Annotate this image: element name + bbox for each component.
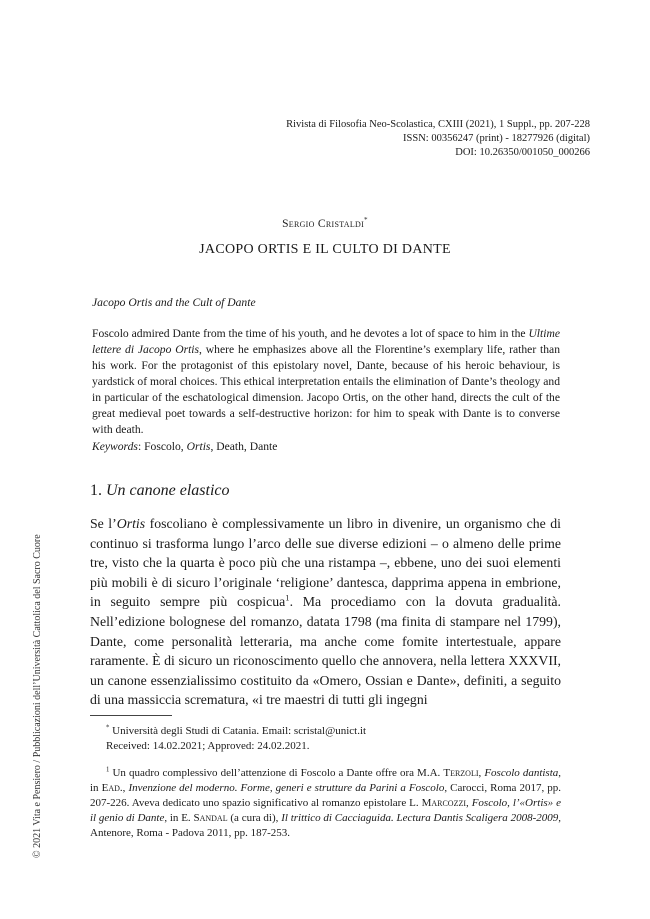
abstract-part-1: Foscolo admired Dante from the time of his youth, and he devotes a lot of space to him in the (92, 327, 529, 340)
footnote-1-text: (a cura di), (227, 812, 282, 824)
footnote-1-text: , (466, 797, 472, 809)
footnote-star-affiliation (106, 724, 561, 739)
keywords-label: Keywords (92, 440, 138, 453)
footnote-divider (90, 715, 172, 716)
footnote-1-author-terzoli: Terzoli (443, 767, 479, 779)
footnote-star-mark: * (106, 724, 110, 732)
copyright-sidebar: © 2021 Vita e Pensiero / Pubblicazioni dell’Università Cattolica del Sacro Cuore (32, 534, 43, 858)
footnote-1-text: , Antenore, Roma - Padova 2011, pp. 187-253. (90, 812, 562, 839)
doi-line: DOI: 10.26350/001050_000266 (455, 147, 590, 158)
abstract-text (92, 326, 560, 438)
keyword-ortis: Ortis (186, 440, 211, 453)
article-title: JACOPO ORTIS E IL CULTO DI DANTE (199, 242, 451, 257)
footnote-1-author-marcozzi: Marcozzi (421, 797, 467, 809)
abstract-title: Jacopo Ortis and the Cult of Dante (92, 296, 256, 309)
footnote-1-text: , Carocci, Roma 2017, pp. 207-226. Aveva dedicato uno spazio significativo al romanzo epistolare L. (90, 782, 562, 809)
keyword-rest: , Death, Dante (210, 440, 278, 453)
article-author (0, 218, 650, 230)
footnote-ref-1[interactable]: 1 (285, 592, 290, 603)
footnote-1-text: , in (90, 767, 562, 794)
body-italic-ortis: Ortis (116, 516, 146, 531)
author-footnote-mark: * (364, 216, 368, 225)
footnote-1 (90, 766, 561, 841)
journal-citation: Rivista di Filosofia Neo-Scolastica, CXIII (2021), 1 Suppl., pp. 207-228 (286, 119, 590, 130)
footnote-1-mark: 1 (106, 766, 110, 774)
keywords-colon: : (137, 440, 145, 453)
footnote-1-author-sandal: Sandal (193, 812, 228, 824)
abstract-work-title: Ultime lettere di Jacopo Ortis (92, 327, 560, 356)
footnote-1-title-trittico: Il trittico di Cacciaguida. Lectura Dantis Scaligera 2008-2009 (281, 812, 559, 824)
footnote-1-author-ead: Ead (101, 782, 120, 794)
keyword-foscolo: Foscolo, (144, 440, 187, 453)
body-text (90, 514, 561, 710)
footnote-1-text: Un quadro complessivo dell’attenzione di Foscolo a Dante offre ora M.A. (109, 767, 444, 779)
footnote-1-text: , (478, 767, 485, 779)
author-name: Sergio Cristaldi (282, 218, 365, 230)
issn-line: ISSN: 00356247 (print) - 18277926 (digital) (403, 133, 590, 144)
footnote-1-text: , in E. (164, 812, 194, 824)
body-segment-1: Se l’ (90, 516, 117, 531)
body-segment-2: foscoliano è complessivamente un libro in divenire, un organismo che di continuo si trasforma lungo l’arco delle sue diverse edizioni – o almeno delle prime tre, visto che la quarta è poco più che una ristampa –, ebbene, uno dei suoi elementi più mobili è di sicuro l’originale ‘religione’ dantesca, dapprima appena in embrione, in seguito sempre più cospicua (90, 516, 561, 610)
footnote-star-text: Università degli Studi di Catania. Email: scristal@unict.it (109, 725, 367, 737)
body-segment-3: . Ma procediamo con la dovuta gradualità. Nell’edizione bolognese del romanzo, datata 1798 (ma finita di stampare nel 1799), Dante, come personalità letteraria, ma anche come fomite intertestuale, appare raramente. È di sicuro un riconoscimento quello che annovera, nella lettera XXXVII, un canone essenzialissimo costituito da «Omero, Ossian e Dante», definiti, a seguito di una massiccia scrematura, «i tre maestri di tutti gli ingegni (90, 594, 561, 708)
footnote-1-title-invenzione: Invenzione del moderno. Forme, generi e strutture da Parini a Foscolo (128, 782, 445, 794)
footnote-1-title-foscolo-ortis: Foscolo, l’«Ortis» e il genio di Dante (90, 797, 561, 824)
running-header (286, 118, 590, 160)
footnote-1-title-foscolo-dantista: Foscolo dantista (484, 767, 559, 779)
abstract-part-2: , where he emphasizes above all the Florentine’s exemplary life, rather than his work. For the protagonist of this epistolary novel, Dante, because of his heroic behaviour, is yardstick of moral choices. This ethical interpretation entails the elimination of Dante’s theology and in particular of the eschatological dimension. Jacopo Ortis, on the other hand, directs the cult of the great medieval poet towards a self-destructive horizon: for him to speak with Dante is to converse with death. (92, 343, 560, 436)
footnote-star (90, 724, 561, 754)
section-heading (90, 482, 230, 500)
footnote-star-dates: Received: 14.02.2021; Approved: 24.02.2021. (106, 740, 310, 752)
keywords-line (92, 439, 560, 455)
body-paragraph (90, 514, 561, 710)
section-number: 1. (90, 482, 106, 499)
footnote-1-text: ., (119, 782, 129, 794)
section-title: Un canone elastico (106, 482, 230, 499)
